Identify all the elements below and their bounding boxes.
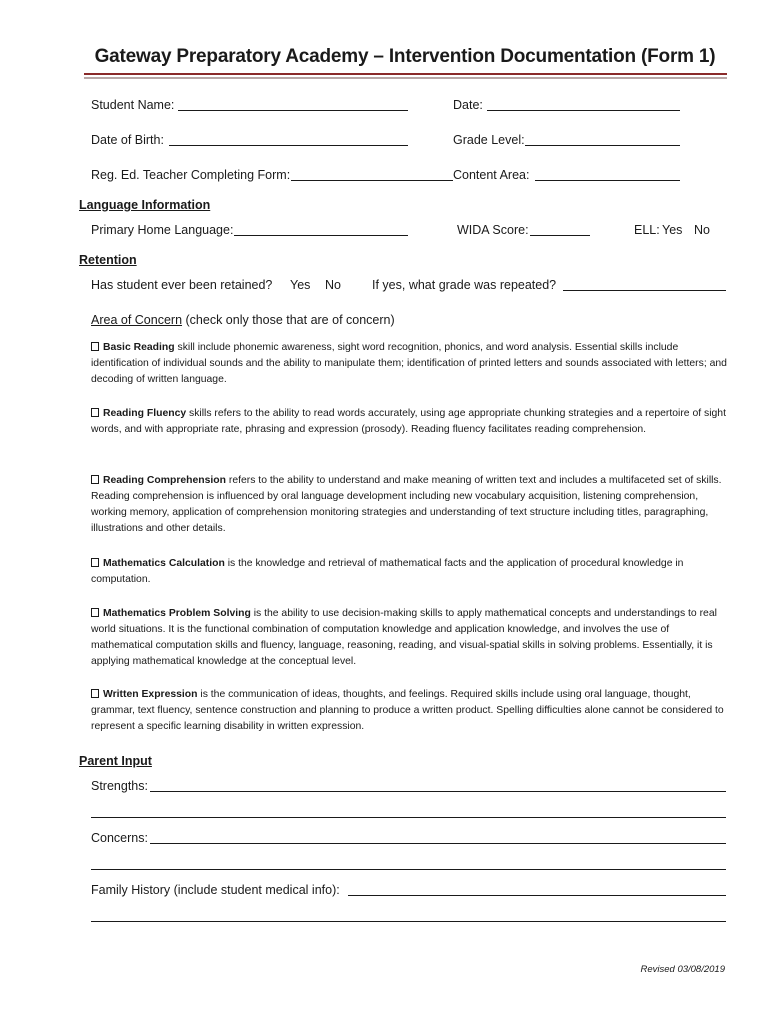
- family-history-field-line-2[interactable]: [91, 921, 726, 922]
- revision-date: Revised 03/08/2019: [640, 964, 725, 975]
- concern-title: Basic Reading: [103, 342, 175, 353]
- strengths-field-line-1[interactable]: [150, 791, 726, 792]
- checkbox-math-calculation[interactable]: [91, 558, 99, 567]
- family-history-label: Family History (include student medical info):: [91, 883, 340, 897]
- concern-title: Mathematics Problem Solving: [103, 608, 251, 619]
- concern-title: Reading Comprehension: [103, 475, 226, 486]
- concern-text: is the ability to use decision-making skills to apply mathematical concepts and understandings to real world situations. It is the functional combination of computation knowledge and application knowledge, and involves the use of mathematical computation skills and fluency, language, reasoning, reading, and visual-spatial skills in solving problems. Essentially, it is applying mathematical knowledge at the conceptual level.: [91, 608, 717, 668]
- concern-item-written-expression: [91, 687, 727, 735]
- ell-yes-option[interactable]: Yes: [662, 223, 683, 237]
- concern-title: Reading Fluency: [103, 408, 187, 419]
- grade-level-field[interactable]: [525, 145, 680, 146]
- checkbox-math-problem-solving[interactable]: [91, 608, 99, 617]
- ell-no-option[interactable]: No: [694, 223, 710, 237]
- dob-field[interactable]: [169, 145, 408, 146]
- checkbox-basic-reading[interactable]: [91, 342, 99, 351]
- concerns-field-line-2[interactable]: [91, 869, 726, 870]
- retained-question: Has student ever been retained?: [91, 278, 273, 292]
- concern-title: Written Expression: [103, 689, 198, 700]
- concern-heading: Area of Concern: [91, 313, 183, 327]
- family-history-field-line-1[interactable]: [348, 895, 726, 896]
- wida-label: WIDA Score:: [457, 223, 529, 237]
- language-heading: Language Information: [79, 198, 211, 212]
- strengths-field-line-2[interactable]: [91, 817, 726, 818]
- retention-heading: Retention: [79, 253, 137, 267]
- title-rule-light: [84, 77, 727, 79]
- title-rule-dark: [84, 73, 727, 75]
- concern-item-math-calculation: [91, 556, 727, 588]
- grade-level-label: Grade Level:: [453, 133, 525, 147]
- concern-text: skills refers to the ability to read words accurately, using age appropriate chunking strategies and a repertoire of sight words, and with appropriate rate, phrasing and expression (prosody). Reading fluency facilitates reading comprehension.: [91, 408, 726, 436]
- concerns-field-line-1[interactable]: [150, 843, 726, 844]
- grade-repeated-field[interactable]: [563, 290, 726, 291]
- checkbox-reading-comprehension[interactable]: [91, 475, 99, 484]
- concern-note: (check only those that are of concern): [182, 313, 395, 327]
- strengths-label: Strengths:: [91, 779, 148, 793]
- concern-title: Mathematics Calculation: [103, 558, 225, 569]
- concern-heading-line: [91, 312, 395, 328]
- date-label: Date:: [453, 98, 483, 112]
- concern-text: skill include phonemic awareness, sight word recognition, phonics, and word analysis. Essential skills include identification of individual sounds and the ability to manipulate them; identification of printed letters and sounds associated with letters; and decoding of written language.: [91, 342, 727, 386]
- dob-label: Date of Birth:: [91, 133, 164, 147]
- student-name-label: Student Name:: [91, 98, 175, 112]
- content-area-label: Content Area:: [453, 168, 530, 182]
- concern-text: refers to the ability to understand and make meaning of written text and includes a multifaceted set of skills. Reading comprehension is influenced by oral language development including new vocabulary acquisition, listening comprehension, working memory, application of comprehension monitoring strategies and understanding of text structure including titles, paragraphing, illustrations and other details.: [91, 475, 722, 535]
- concerns-label: Concerns:: [91, 831, 148, 845]
- form-title: Gateway Preparatory Academy – Intervention Documentation (Form 1): [94, 46, 716, 67]
- retained-yes-option[interactable]: Yes: [290, 278, 311, 292]
- concern-item-reading-fluency: [91, 406, 727, 438]
- student-name-field[interactable]: [178, 110, 408, 111]
- home-language-field[interactable]: [234, 235, 408, 236]
- wida-field[interactable]: [530, 235, 590, 236]
- concern-text: is the communication of ideas, thoughts, and feelings. Required skills include using oral language, thought, grammar, text fluency, sentence construction and planning to produce a written product. Spelling difficulties alone cannot be considered to represent a specific learning disability in written expression.: [91, 689, 724, 733]
- concern-item-math-problem-solving: [91, 606, 727, 670]
- content-area-field[interactable]: [535, 180, 680, 181]
- checkbox-reading-fluency[interactable]: [91, 408, 99, 417]
- teacher-field[interactable]: [291, 180, 453, 181]
- checkbox-written-expression[interactable]: [91, 689, 99, 698]
- teacher-label: Reg. Ed. Teacher Completing Form:: [91, 168, 291, 182]
- grade-repeated-label: If yes, what grade was repeated?: [372, 278, 557, 292]
- home-language-label: Primary Home Language:: [91, 223, 234, 237]
- concern-item-reading-comprehension: [91, 473, 727, 537]
- parent-input-heading: Parent Input: [79, 754, 152, 768]
- ell-label: ELL:: [634, 223, 660, 237]
- date-field[interactable]: [487, 110, 680, 111]
- concern-item-basic-reading: [91, 340, 727, 388]
- retained-no-option[interactable]: No: [325, 278, 341, 292]
- concern-text: is the knowledge and retrieval of mathematical facts and the application of procedural knowledge in computation.: [91, 558, 684, 586]
